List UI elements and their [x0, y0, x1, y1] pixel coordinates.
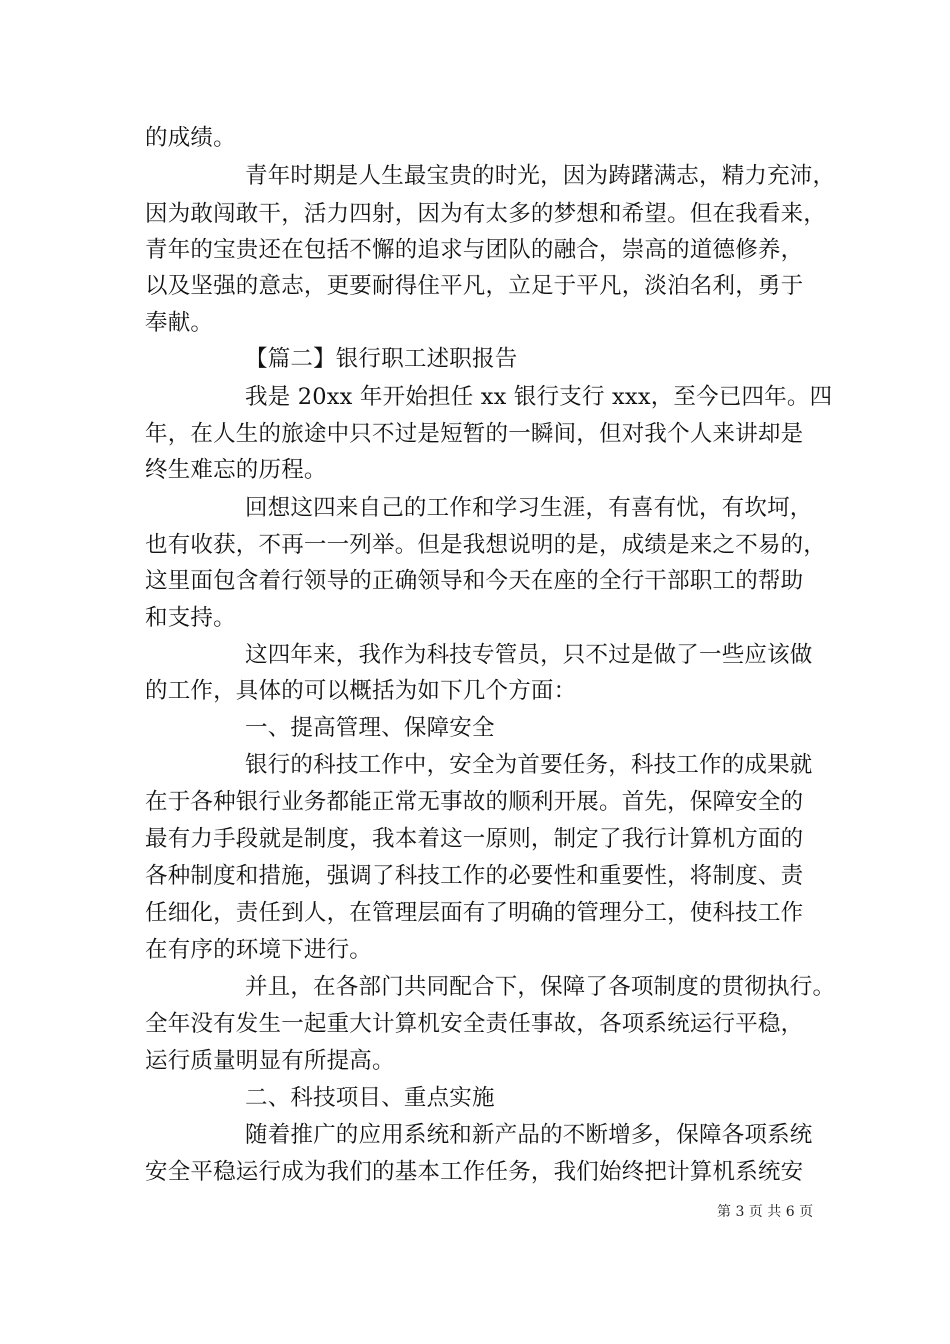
text-line: 安全平稳运行成为我们的基本工作任务，我们始终把计算机系统安 — [145, 1159, 804, 1185]
text-line: 在有序的环境下进行。 — [145, 937, 373, 963]
text-line: 这四年来，我作为科技专管员，只不过是做了一些应该做 — [245, 642, 813, 668]
text-line: 各种制度和措施，强调了科技工作的必要性和重要性，将制度、责 — [145, 863, 804, 889]
text-line: 我是 20xx 年开始担任 xx 银行支行 xxx，至今已四年。四 — [245, 384, 833, 410]
text-line: 青年时期是人生最宝贵的时光，因为踌躇满志，精力充沛， — [245, 163, 836, 189]
text-line: 的工作，具体的可以概括为如下几个方面： — [145, 678, 577, 704]
page-number-footer: 第 3 页 共 6 页 — [717, 1204, 814, 1220]
text-line: 任细化，责任到人，在管理层面有了明确的管理分工，使科技工作 — [145, 900, 804, 926]
text-line: 年，在人生的旅途中只不过是短暂的一瞬间，但对我个人来讲却是 — [145, 421, 804, 447]
text-line: 也有收获，不再一一列举。但是我想说明的是，成绩是来之不易的， — [145, 532, 827, 558]
text-line: 的成绩。 — [145, 125, 236, 151]
text-line: 奉献。 — [145, 310, 214, 336]
text-line: 这里面包含着行领导的正确领导和今天在座的全行干部职工的帮助 — [145, 568, 804, 594]
section-heading: 【篇二】银行职工述职报告 — [245, 346, 518, 372]
subsection-heading: 一、提高管理、保障安全 — [245, 715, 495, 741]
text-line: 最有力手段就是制度，我本着这一原则，制定了我行计算机方面的 — [145, 826, 804, 852]
text-line: 和支持。 — [145, 605, 236, 631]
text-line: 青年的宝贵还在包括不懈的追求与团队的融合，崇高的道德修养， — [145, 237, 804, 263]
text-line: 因为敢闯敢干，活力四射，因为有太多的梦想和希望。但在我看来， — [145, 201, 827, 227]
text-line: 银行的科技工作中，安全为首要任务，科技工作的成果就 — [245, 752, 813, 778]
text-line: 全年没有发生一起重大计算机安全责任事故，各项系统运行平稳， — [145, 1011, 804, 1037]
text-line: 运行质量明显有所提高。 — [145, 1048, 395, 1074]
text-line: 终生难忘的历程。 — [145, 457, 327, 483]
text-line: 并且，在各部门共同配合下，保障了各项制度的贯彻执行。 — [245, 974, 836, 1000]
text-line: 以及坚强的意志，更要耐得住平凡，立足于平凡，淡泊名利，勇于 — [145, 273, 804, 299]
text-line: 在于各种银行业务都能正常无事故的顺利开展。首先，保障安全的 — [145, 789, 804, 815]
subsection-heading: 二、科技项目、重点实施 — [245, 1085, 495, 1111]
text-line: 回想这四来自己的工作和学习生涯，有喜有忧，有坎坷， — [245, 495, 813, 521]
text-line: 随着推广的应用系统和新产品的不断增多，保障各项系统 — [245, 1122, 813, 1148]
